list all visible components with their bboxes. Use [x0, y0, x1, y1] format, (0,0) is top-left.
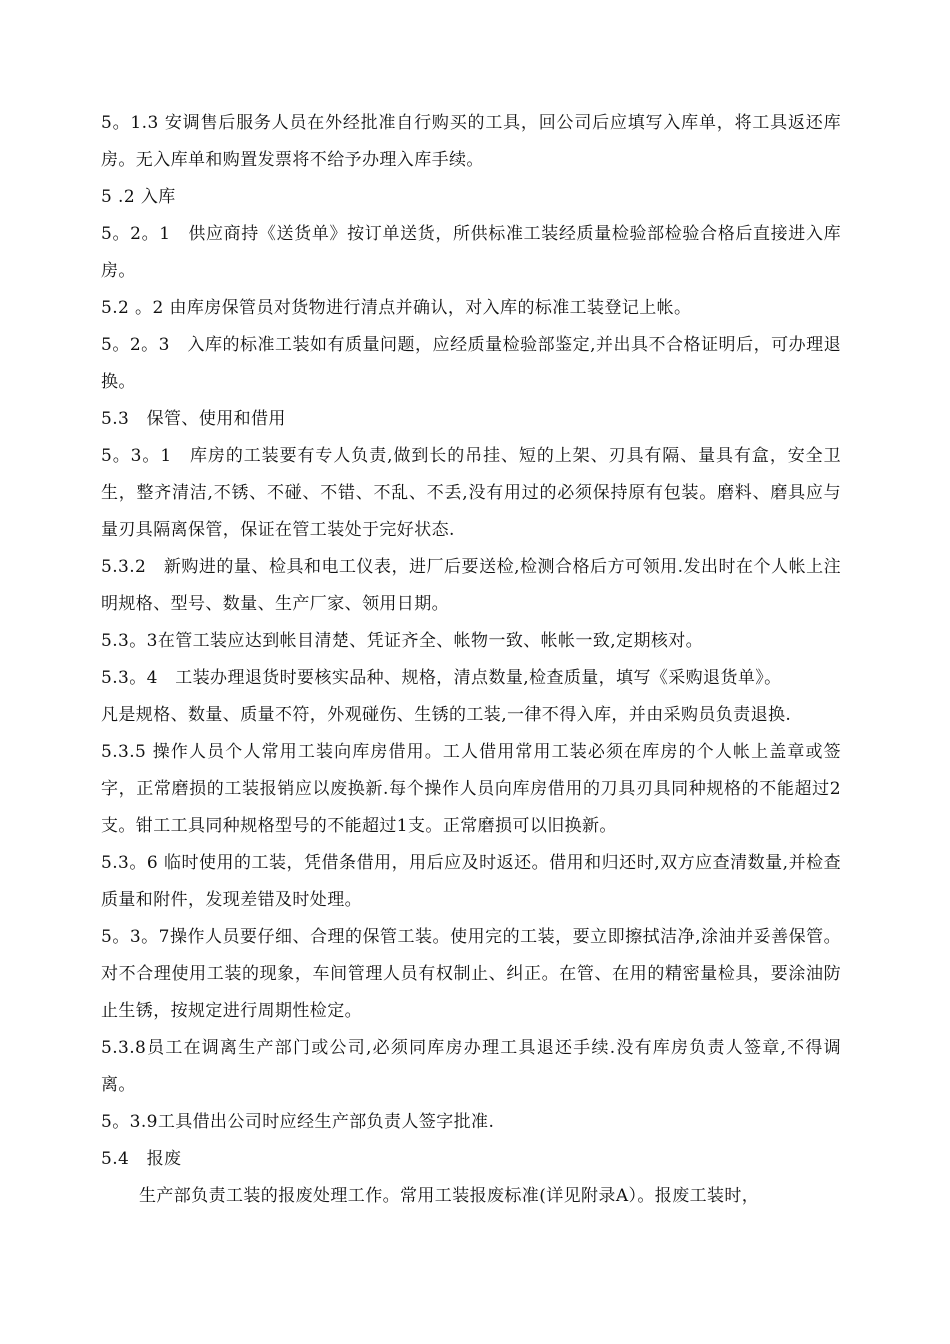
paragraph-5-2-3: 5。2。3 入库的标准工装如有质量问题，应经质量检验部鉴定,并出具不合格证明后，可办理退换。: [101, 335, 841, 392]
section-heading-5-2: 5 .2 入库: [101, 187, 176, 207]
paragraph-5-2-1: 5。2。1 供应商持《送货单》按订单送货，所供标准工装经质量检验部检验合格后直接进入库房。: [101, 224, 841, 281]
document-body: [101, 105, 841, 1215]
paragraph-5-3-6: 5.3。6 临时使用的工装，凭借条借用，用后应及时返还。借用和归还时,双方应查清数量,并检查质量和附件，发现差错及时处理。: [101, 853, 841, 910]
paragraph-5-3-5: 5.3.5 操作人员个人常用工装向库房借用。工人借用常用工装必须在库房的个人帐上盖章或签字，正常磨损的工装报销应以废换新.每个操作人员向库房借用的刀具刃具同种规格的不能超过2支。钳工工具同种规格型号的不能超过1支。正常磨损可以旧换新。: [101, 742, 841, 836]
paragraph-5-3-2: 5.3.2 新购进的量、检具和电工仪表，进厂后要送检,检测合格后方可领用.发出时在个人帐上注明规格、型号、数量、生产厂家、领用日期。: [101, 557, 841, 614]
paragraph-5-3-3: 5.3。3在管工装应达到帐目清楚、凭证齐全、帐物一致、帐帐一致,定期核对。: [101, 631, 704, 651]
paragraph-5-2-2: 5.2 。2 由库房保管员对货物进行清点并确认，对入库的标准工装登记上帐。: [101, 298, 692, 318]
paragraph-5-3-8: 5.3.8员工在调离生产部门或公司,必须同库房办理工具退还手续.没有库房负责人签章,不得调离。: [101, 1038, 841, 1095]
paragraph-5-3-1: 5。3。1 库房的工装要有专人负责,做到长的吊挂、短的上架、刃具有隔、量具有盒，安全卫生，整齐清洁,不锈、不碰、不错、不乱、不丢,没有用过的必须保持原有包装。磨料、磨具应与量刃具隔离保管，保证在管工装处于完好状态.: [101, 446, 841, 540]
section-heading-5-3: 5.3 保管、使用和借用: [101, 409, 286, 429]
section-heading-5-4: 5.4 报废: [101, 1149, 182, 1169]
paragraph-5-1-3: 5。1.3 安调售后服务人员在外经批准自行购买的工具，回公司后应填写入库单，将工具返还库房。无入库单和购置发票将不给予办理入库手续。: [101, 113, 841, 170]
paragraph-5-3-4: 5.3。4 工装办理退货时要核实品种、规格，清点数量,检查质量，填写《采购退货单》。: [101, 668, 782, 688]
paragraph-5-4-body: 生产部负责工装的报废处理工作。常用工装报废标准(详见附录A）。报废工装时，: [139, 1186, 760, 1206]
paragraph-5-3-7: 5。3。7操作人员要仔细、合理的保管工装。使用完的工装，要立即擦拭洁净,涂油并妥善保管。对不合理使用工装的现象，车间管理人员有权制止、纠正。在管、在用的精密量检具，要涂油防止生锈，按规定进行周期性检定。: [101, 927, 841, 1021]
paragraph-5-3-9: 5。3.9工具借出公司时应经生产部负责人签字批准.: [101, 1112, 495, 1132]
paragraph-return-rule: 凡是规格、数量、质量不符，外观碰伤、生锈的工装,一律不得入库，并由采购员负责退换.: [101, 705, 792, 725]
